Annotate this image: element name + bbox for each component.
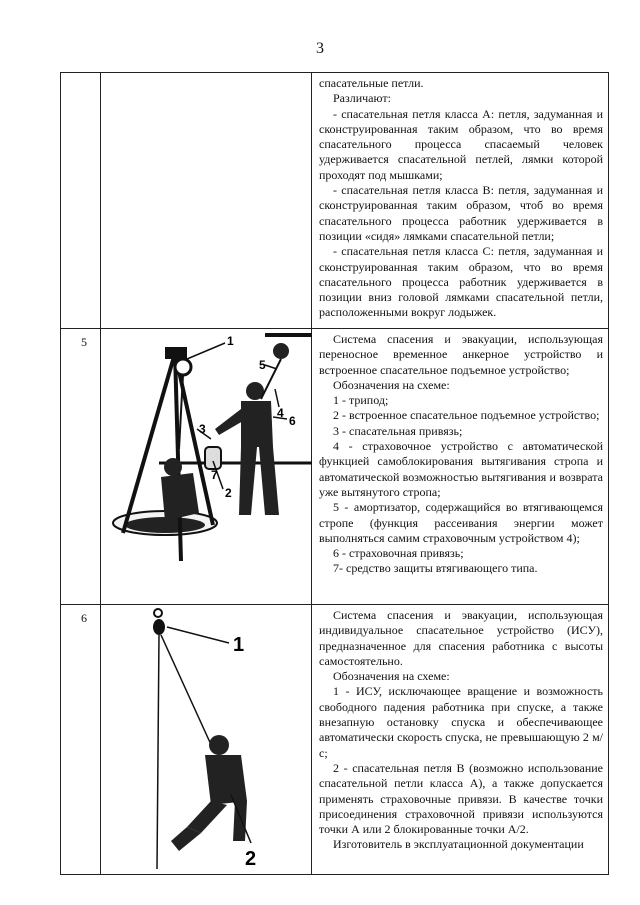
paragraph: Система спасения и эвакуации, использующая индивидуальное спасательное устройство (ИСУ), предназначенное для спасения работника с высоты самостоятельно. [319,608,603,668]
paragraph: - спасательная петля класса С: петля, задуманная и сконструированная таким образом, что во время спасательного процесса работник удерживается в позиции вниз головой лямками спасательной петли, расположенными вокруг лодыжек. [319,244,603,320]
callout-5: 5 [259,358,266,372]
figure-cell [101,329,312,605]
paragraph: 7- средство защиты втягивающего типа. [333,561,538,576]
content-table [60,72,609,875]
description-cell [312,605,609,875]
figure-cell [101,73,312,329]
paragraph: спасательные петли. [319,76,424,90]
paragraph: 2 - встроенное спасательное подъемное устройство; [333,408,600,423]
tripod-head [165,347,187,359]
figure-cell [101,605,312,875]
paragraph: 1 - ИСУ, исключающее вращение и возможность свободного падения работника при спуске, а также внезапную остановку спуска и обеспечивающее автоматически скорость спуска, не превышающую 2 м/с; [319,684,603,760]
row-number-cell [61,73,101,329]
rescued-worker [161,458,199,521]
paragraph: - спасательная петля класса В: петля, задуманная и сконструированная таким образом, чтоб во время спасательного процесса работник удерживается в позиции «сидя» лямками спасательной петли; [319,183,603,243]
paragraph: - спасательная петля класса А: петля, задуманная и сконструированная таким образом, что во время спасательного процесса спасаемый человек удерживается спасательной петлей, лямки которой проходят под мышками; [319,106,603,182]
callout-3: 3 [199,422,206,436]
pulley [175,359,191,375]
paragraph: 1 - трипод; [333,393,389,408]
callout-2: 2 [245,848,257,870]
callout-1: 1 [233,634,245,656]
row-number-cell: 6 [61,605,101,875]
paragraph: Система спасения и эвакуации, использующая переносное временное анкерное устройство и встроенное спасательное подъемное устройство; [319,332,603,377]
callout-2: 2 [225,486,232,500]
descender-device [153,619,165,635]
callout-leader-1 [167,627,229,643]
paragraph: 3 - спасательная привязь; [333,423,463,438]
callout-1: 1 [227,334,234,348]
paragraph: Обозначения на схеме: [333,669,450,684]
callout-6: 6 [289,414,296,428]
paragraph: 6 - страховочная привязь; [333,546,464,561]
description-cell [312,73,609,329]
retractable-device [273,343,289,359]
callout-4: 4 [277,406,284,420]
descender-rescue-illustration [101,605,312,875]
connecting-rope [161,635,213,749]
table-row [61,605,609,875]
descent-rope [157,635,159,869]
paragraph: Изготовитель в эксплуатационной документации [333,837,584,852]
callout-7: 7 [211,468,218,482]
descending-worker [171,735,247,851]
paragraph: 2 - спасательная петля В (возможно использование спасательной петли класса А), а также допускается применять страховочные привязи. В качестве точки присоединения страховочной привязи используются точки А или 2 блокированные точки А/2. [319,760,603,837]
winch [205,447,221,469]
description-cell [312,329,609,605]
paragraph: Различают: [333,91,391,106]
anchor-ring [154,609,162,617]
table-row [61,329,609,605]
paragraph: 5 - амортизатор, содержащийся во втягивающемся стропе (функция рассеивания энергии может выполняться самим страховочным устройством 4); [319,500,603,545]
page-number: 3 [316,40,324,57]
row-number-cell: 5 [61,329,101,605]
tripod-rescue-illustration [101,329,312,605]
paragraph: 4 - страховочное устройство с автоматической функцией самоблокирования вытягивания стропа и автоматической возможностью вытягивания и возврата уже вытянутого стропа; [319,439,603,499]
table-row [61,73,609,329]
paragraph: Обозначения на схеме: [333,377,450,392]
